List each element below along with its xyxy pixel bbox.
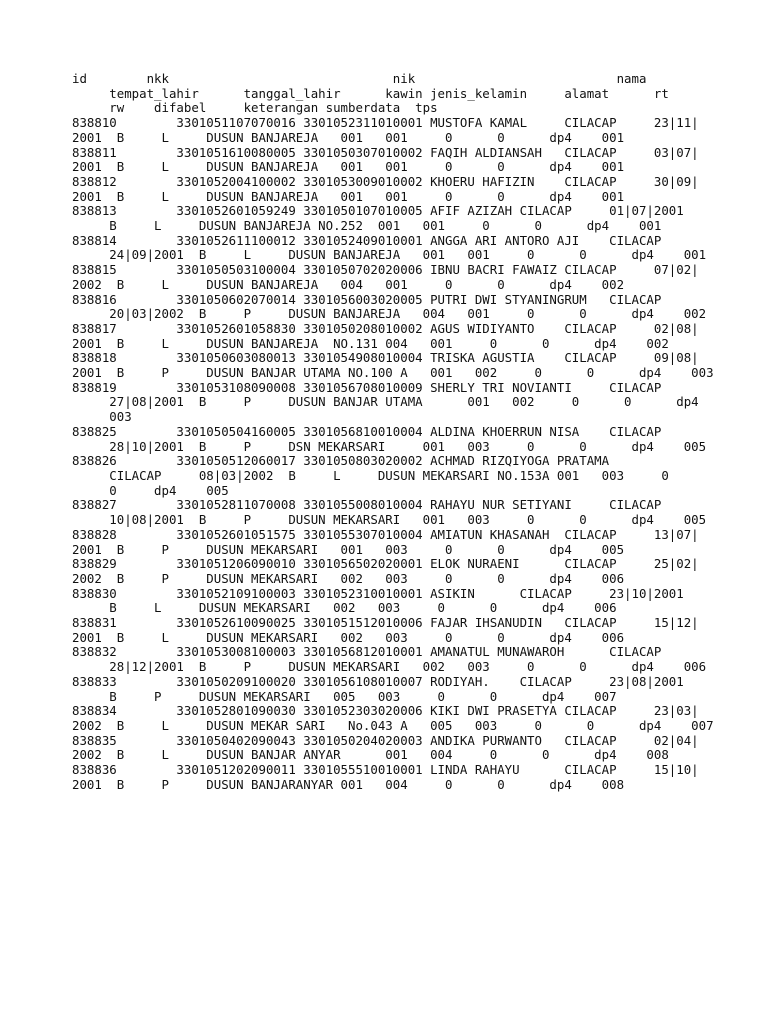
record-838831: 838831 3301052610090025 3301051512010006 FAJAR IHSANUDIN CILACAP 15|12| 2001 B L DUSUN MEKARSARI 002 003 0 0 dp4 006 — [72, 615, 699, 645]
record-838819: 838819 3301053108090008 3301056708010009 SHERLY TRI NOVIANTI CILACAP 27|08|2001 B P DUSUN BANJAR UTAMA 001 002 0 0 dp4 003 — [72, 379, 699, 425]
record-838817: 838817 3301052601058830 3301050208010002 AGUS WIDIYANTO CILACAP 02|08| 2001 B L DUSUN BANJAREJA NO.131 004 001 0 0 dp4 002 — [72, 320, 699, 351]
record-838818: 838818 3301050603080013 3301054908010004 TRISKA AGUSTIA CILACAP 09|08| 2001 B P DUSUN BANJAR UTAMA NO.100 A 001 002 0 0 dp4 003 — [72, 350, 714, 381]
column-header: id nkk nik nama tempat_lahir tanggal_lahir kawin jenis_kelamin alamat rt rw difabel keterangan sumberdata tps — [72, 71, 669, 116]
record-838815: 838815 3301050503100004 3301050702020006 IBNU BACRI FAWAIZ CILACAP 07|02| 2002 B L DUSUN BANJAREJA 004 001 0 0 dp4 002 — [72, 262, 699, 292]
document-page — [72, 72, 722, 792]
record-838816: 838816 3301050602070014 3301056003020005 PUTRI DWI STYANINGRUM CILACAP 20|03|2002 B P DUSUN BANJAREJA 004 001 0 0 dp4 002 — [72, 291, 707, 322]
record-838835: 838835 3301050402090043 3301050204020003 ANDIKA PURWANTO CILACAP 02|04| 2002 B L DUSUN BANJAR ANYAR 001 004 0 0 dp4 008 — [72, 732, 699, 763]
record-838829: 838829 3301051206090010 3301056502020001 ELOK NURAENI CILACAP 25|02| 2002 B P DUSUN MEKARSARI 002 003 0 0 dp4 006 — [72, 556, 699, 586]
record-838832: 838832 3301053008100003 3301056812010001 AMANATUL MUNAWAROH CILACAP 28|12|2001 B P DUSUN MEKARSARI 002 003 0 0 dp4 006 — [72, 644, 707, 675]
record-838810: 838810 3301051107070016 3301052311010001 MUSTOFA KAMAL CILACAP 23|11| 2001 B L DUSUN BANJAREJA 001 001 0 0 dp4 001 — [72, 115, 699, 145]
record-838827: 838827 3301052811070008 3301055008010004 RAHAYU NUR SETIYANI CILACAP 10|08|2001 B P DUSUN MEKARSARI 001 003 0 0 dp4 005 — [72, 497, 707, 528]
record-838836: 838836 3301051202090011 3301055510010001 LINDA RAHAYU CILACAP 15|10| 2001 B P DUSUN BANJARANYAR 001 004 0 0 dp4 008 — [72, 762, 699, 792]
record-838813: 838813 3301052601059249 3301050107010005 AFIF AZIZAH CILACAP 01|07|2001 B L DUSUN BANJAREJA NO.252 001 001 0 0 dp4 001 — [72, 203, 684, 234]
record-838814: 838814 3301052611100012 3301052409010001 ANGGA ARI ANTORO AJI CILACAP 24|09|2001 B L DUSUN BANJAREJA 001 001 0 0 dp4 001 — [72, 232, 707, 263]
record-838826: 838826 3301050512060017 3301050803020002 ACHMAD RIZQIYOGA PRATAMA CILACAP 08|03|2002 B L DUSUN MEKARSARI NO.153A 001 003 0 0 dp4 005 — [72, 453, 669, 498]
record-838833: 838833 3301050209100020 3301056108010007 RODIYAH. CILACAP 23|08|2001 B P DUSUN MEKARSARI 005 003 0 0 dp4 007 — [72, 673, 684, 704]
record-838811: 838811 3301051610080005 3301050307010002 FAQIH ALDIANSAH CILACAP 03|07| 2001 B L DUSUN BANJAREJA 001 001 0 0 dp4 001 — [72, 144, 699, 175]
record-838825: 838825 3301050504160005 3301056810010004 ALDINA KHOERRUN NISA CILACAP 28|10|2001 B P DSN MEKARSARI 001 003 0 0 dp4 005 — [72, 423, 707, 454]
record-838834: 838834 3301052801090030 3301052303020006 KIKI DWI PRASETYA CILACAP 23|03| 2002 B L DUSUN MEKAR SARI No.043 A 005 003 0 0 dp4 007 — [72, 703, 714, 733]
record-838812: 838812 3301052004100002 3301053009010002 KHOERU HAFIZIN CILACAP 30|09| 2001 B L DUSUN BANJAREJA 001 001 0 0 dp4 001 — [72, 173, 699, 204]
record-838830: 838830 3301052109100003 3301052310010001 ASIKIN CILACAP 23|10|2001 B L DUSUN MEKARSARI 002 003 0 0 dp4 006 — [72, 585, 684, 616]
record-838828: 838828 3301052601051575 3301055307010004 AMIATUN KHASANAH CILACAP 13|07| 2001 B P DUSUN MEKARSARI 001 003 0 0 dp4 005 — [72, 526, 699, 557]
